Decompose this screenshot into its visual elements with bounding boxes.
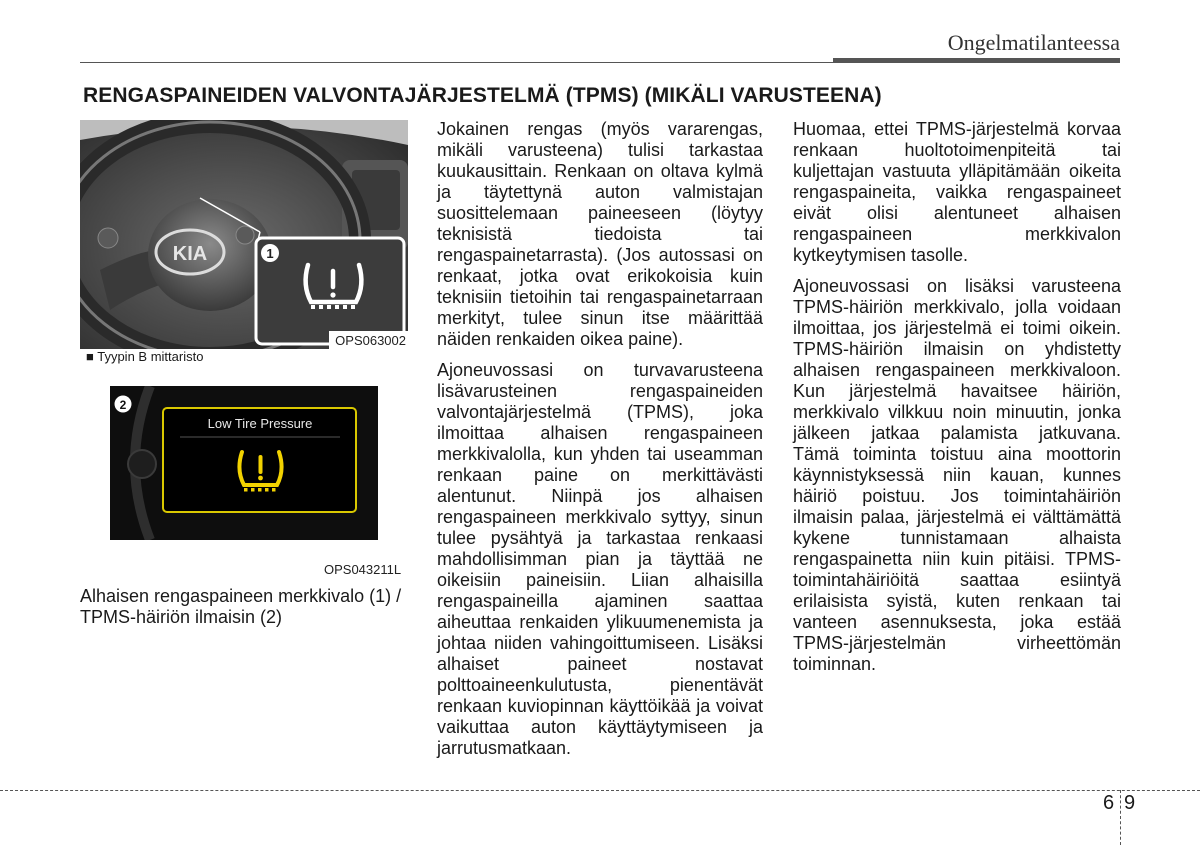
page-number: 9 — [1124, 792, 1136, 814]
cluster-display-illustration — [110, 386, 378, 540]
paragraph: Ajoneuvossasi on lisäksi varusteena TPMS-häiriön merkkivalo, jolla voidaan ilmoittaa, jos järjestelmä ei toimi oikein. TPMS-häiriön ilmaisin on yhdistetty alhaisen rengaspaineen merkkivaloon. Kun järjestelmä havaitsee häiriön, merkkivalo vilkkuu noin minuutin, jonka jälkeen jatkaa palamista jatkuvana. Tämä toiminta toistuu aina moottorin käynnistyksessä niin kauan, kunnes häiriö poistuu. Jos toimintahäiriön ilmaisin palaa, järjestelmä ei välttämättä kykene tunnistamaan alhaista rengaspainetta niin kuin pitäisi. TPMS-toimintahäiriöitä saattaa esiintyä erilaisista syistä, kuten renkaan tai vanteen asennuksesta, joka estää TPMS-järjestelmän virheettömän toiminnan. — [793, 276, 1121, 674]
paragraph: Jokainen rengas (myös vararengas, mikäli varusteena) tulisi tarkastaa kuukausittain. Renkaan on oltava kylmä ja täytettynä auton valmistajan suosittelemaan paineeseen (löytyy teknisistä tiedoista tai rengaspainetarrasta). (Jos autossasi on renkaat, jotka ovat erikokoisia kuin teknisiin tietoihin tai rengaspainetarraan merkityt, tulee sinun itse määrittää näiden renkaiden oikea paine). — [437, 119, 763, 349]
figure-dashboard-photo — [80, 120, 408, 349]
text-column-middle — [437, 119, 763, 769]
figure-caption: Alhaisen rengaspaineen merkkivalo (1) / TPMS-häiriön ilmaisin (2) — [80, 586, 402, 627]
chapter-number: 6 — [1103, 792, 1115, 814]
text-column-right — [793, 119, 1121, 685]
section-title: Ongelmatilanteessa — [947, 30, 1120, 55]
footer-divider — [1120, 790, 1121, 845]
footer-rule — [0, 790, 1200, 791]
paragraph: Ajoneuvossasi on turvavarusteena lisävarusteinen rengaspaineiden valvontajärjestelmä (TPMS), joka ilmoittaa alhaisen rengaspaineen merkkivalolla, kun yhden tai useamman renkaan paine on merkittävästi alentunut. Niinpä jos alhaisen rengaspaineen merkkivalo syttyy, sinun tulee pysähtyä ja tarkastaa renkaasi mahdollisimman pian ja täyttää ne oikeisiin paineisiin. Liian alhaisilla rengaspaineilla ajaminen saattaa aiheuttaa renkaiden ylikuumenemista ja johtaa niiden vahingoittumiseen. Lisäksi alhaiset paineet nostavat polttoaineenkulutusta, pienentävät renkaan kuviopinnan käyttöikää ja voivat vaikuttaa auton käyttäytymiseen ja jarrutusmatkaan. — [437, 360, 763, 758]
header-accent-bar — [833, 58, 1120, 63]
page-heading: RENGASPAINEIDEN VALVONTAJÄRJESTELMÄ (TPMS) (MIKÄLI VARUSTEENA) — [83, 84, 882, 107]
figure1-caption: ■ Tyypin B mittaristo — [86, 349, 204, 364]
figure2-code: OPS043211L — [324, 562, 402, 577]
callout-2: 2 — [119, 398, 127, 412]
figure-code: OPS063002 — [329, 331, 408, 349]
display-message: Low Tire Pressure — [207, 416, 313, 431]
paragraph: Huomaa, ettei TPMS-järjestelmä korvaa renkaan huoltotoimenpiteitä tai kuljettajan vastuuta ylläpitämään oikeita rengaspaineita, vaikka rengaspaineet eivät olisi alentuneet alhaisen rengaspaineen merkkivalon kytkeytymisen tasolle. — [793, 119, 1121, 265]
figure-cluster-display — [110, 386, 378, 540]
dashboard-illustration — [80, 120, 408, 349]
steering-logo: KIA — [172, 243, 208, 265]
callout-1: 1 — [266, 246, 274, 261]
